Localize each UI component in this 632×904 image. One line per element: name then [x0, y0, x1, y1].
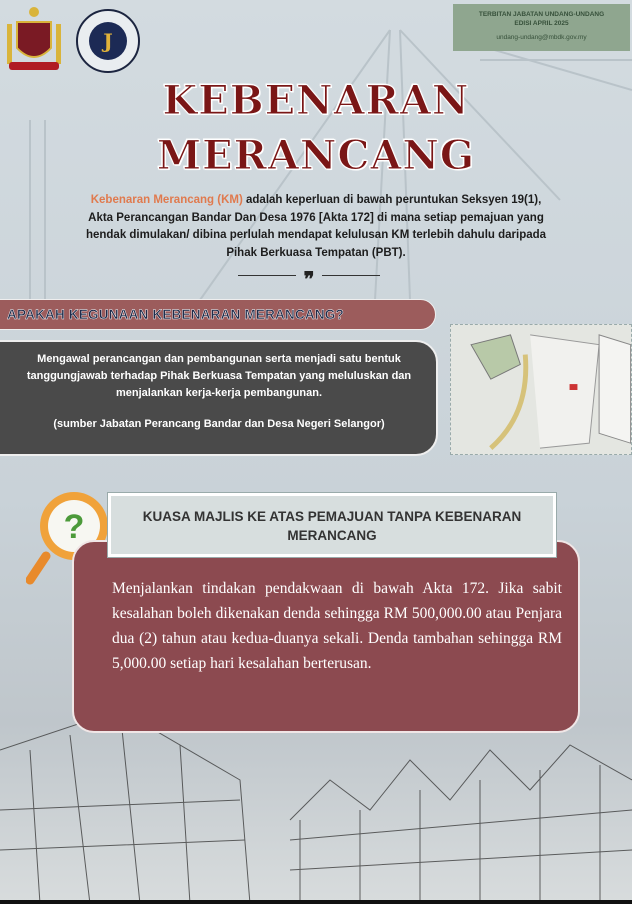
title-line-1: KEBENARAN — [162, 77, 470, 124]
council-crest-logo — [5, 4, 63, 74]
divider-line — [238, 275, 296, 276]
publisher-info-box — [453, 4, 630, 51]
divider-line — [322, 275, 380, 276]
title-line-2: MERANCANG — [156, 132, 476, 179]
quote-divider — [224, 267, 394, 291]
intro-highlight: Kebenaran Merancang (KM) — [90, 194, 243, 206]
section1-source: (sumber Jabatan Perancang Bandar dan Desa Negeri Selangor) — [53, 418, 385, 430]
intro-paragraph — [80, 192, 552, 262]
question-mark: ? — [63, 508, 85, 546]
section1-box — [0, 340, 438, 456]
section2-heading: KUASA MAJLIS KE ATAS PEMAJUAN TANPA KEBENARAN MERANCANG — [108, 493, 556, 557]
legal-department-logo — [76, 9, 140, 73]
logo-monogram: J — [89, 22, 127, 60]
intro-text: adalah keperluan di bawah peruntukan Seksyen 19(1), Akta Perancangan Bandar Dan Desa 1976 [Akta 172] di mana setiap pemajuan yang hendak dimulakan/ dibina perlulah mendapat kelulusan KM terlebih dahulu daripada Pihak Berkuasa Tempatan (PBT). — [85, 194, 547, 259]
edition-label: EDISI APRIL 2025 — [514, 20, 569, 27]
quote-icon: ❞ — [303, 267, 315, 291]
section1-heading: APAKAH KEGUNAAN KEBENARAN MERANCANG? — [0, 299, 436, 330]
section2-box — [72, 540, 580, 733]
planning-drawing-image — [450, 324, 632, 455]
section1-body: Mengawal perancangan dan pembangunan serta menjadi satu bentuk tanggungjawab terhadap Pihak Berkuasa Tempatan yang meluluskan dan menjalankan kerja-kerja pembangunan. — [26, 353, 412, 399]
email-link[interactable]: undang-undang@mbdk.gov.my — [496, 34, 587, 41]
publisher-line: TERBITAN JABATAN UNDANG-UNDANG — [478, 11, 605, 18]
section2-body: Menjalankan tindakan pendakwaan di bawah Akta 172. Jika sabit kesalahan boleh dikenakan denda sehingga RM 500,000.00 atau Penjara dua (2) tahun atau kedua-duanya sekali. Denda tambahan sehingga RM 5,000.00 setiap hari kesalahan berterusan. — [112, 580, 562, 672]
